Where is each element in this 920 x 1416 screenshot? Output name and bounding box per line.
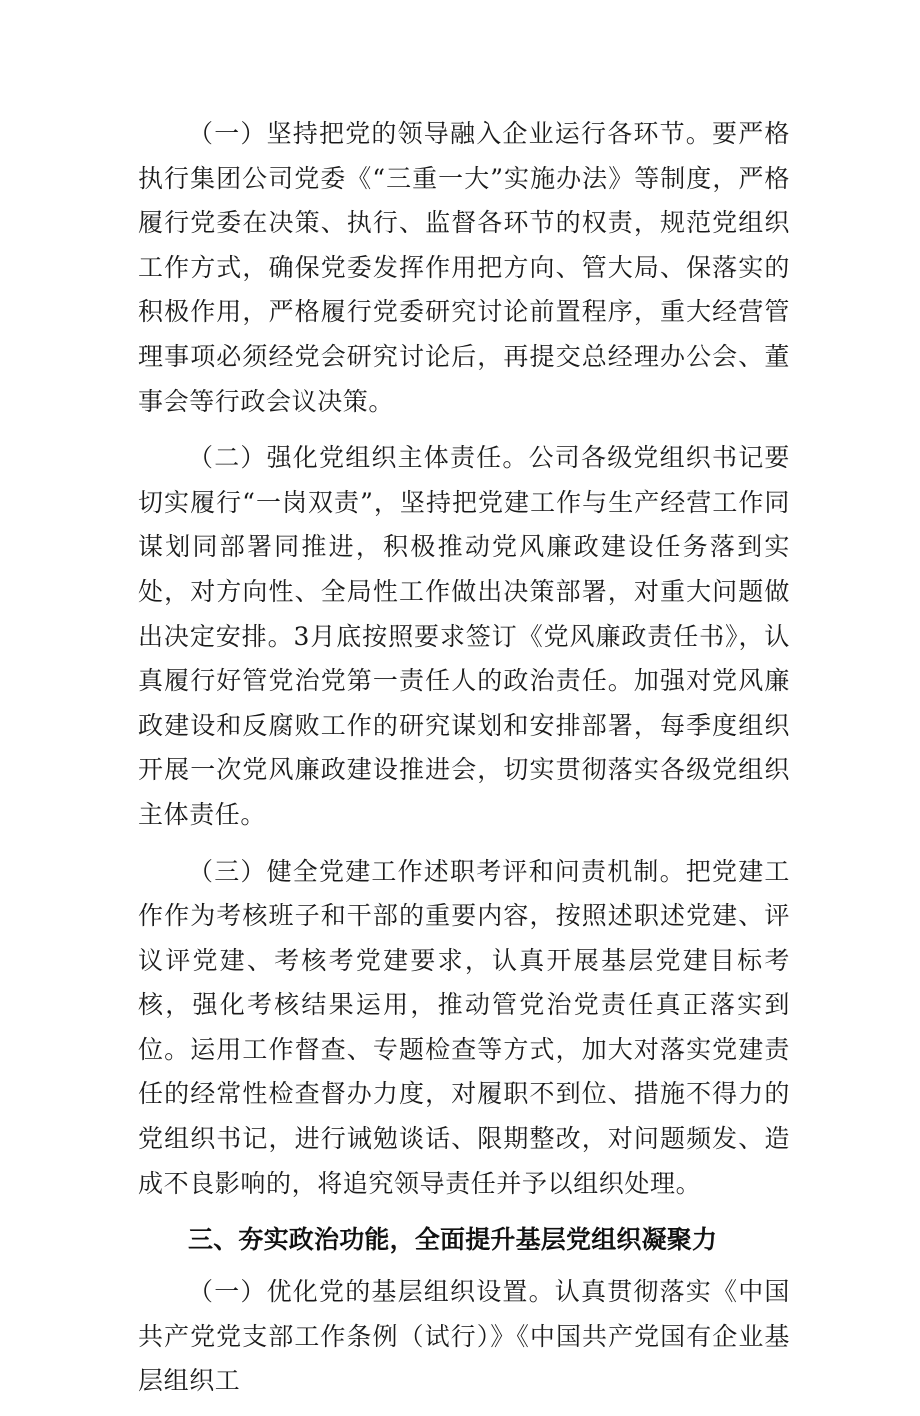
paragraph-4: （一）优化党的基层组织设置。认真贯彻落实《中国共产党党支部工作条例（试行）》《中国共产党国有企业基层组织工 bbox=[138, 1277, 790, 1396]
section-heading: 三、夯实政治功能，全面提升基层党组织凝聚力 bbox=[188, 1225, 718, 1255]
paragraph-2: （二）强化党组织主体责任。公司各级党组织书记要切实履行“一岗双责”，坚持把党建工作与生产经营工作同谋划同部署同推进，积极推动党风廉政建设任务落到实处，对方向性、全局性工作做出决策部署，对重大问题做出决定安排。3月底按照要求签订《党风廉政责任书》，认真履行好管党治党第一责任人的政治责任。加强对党风廉政建设和反腐败工作的研究谋划和安排部署，每季度组织开展一次党风廉政建设推进会，切实贯彻落实各级党组织主体责任。 bbox=[138, 443, 790, 829]
paragraph-1: （一）坚持把党的领导融入企业运行各环节。要严格执行集团公司党委《“三重一大”实施办法》等制度，严格履行党委在决策、执行、监督各环节的权责，规范党组织工作方式，确保党委发挥作用把方向、管大局、保落实的积极作用，严格履行党委研究讨论前置程序，重大经营管理事项必须经党会研究讨论后，再提交总经理办公会、董事会等行政会议决策。 bbox=[138, 119, 790, 416]
paragraph-3: （三）健全党建工作述职考评和问责机制。把党建工作作为考核班子和干部的重要内容，按照述职述党建、评议评党建、考核考党建要求，认真开展基层党建目标考核，强化考核结果运用，推动管党治党责任真正落实到位。运用工作督查、专题检查等方式，加大对落实党建责任的经常性检查督办力度，对履职不到位、措施不得力的党组织书记，进行诫勉谈话、限期整改，对问题频发、造成不良影响的，将追究领导责任并予以组织处理。 bbox=[138, 856, 790, 1198]
document-body bbox=[138, 112, 790, 1416]
